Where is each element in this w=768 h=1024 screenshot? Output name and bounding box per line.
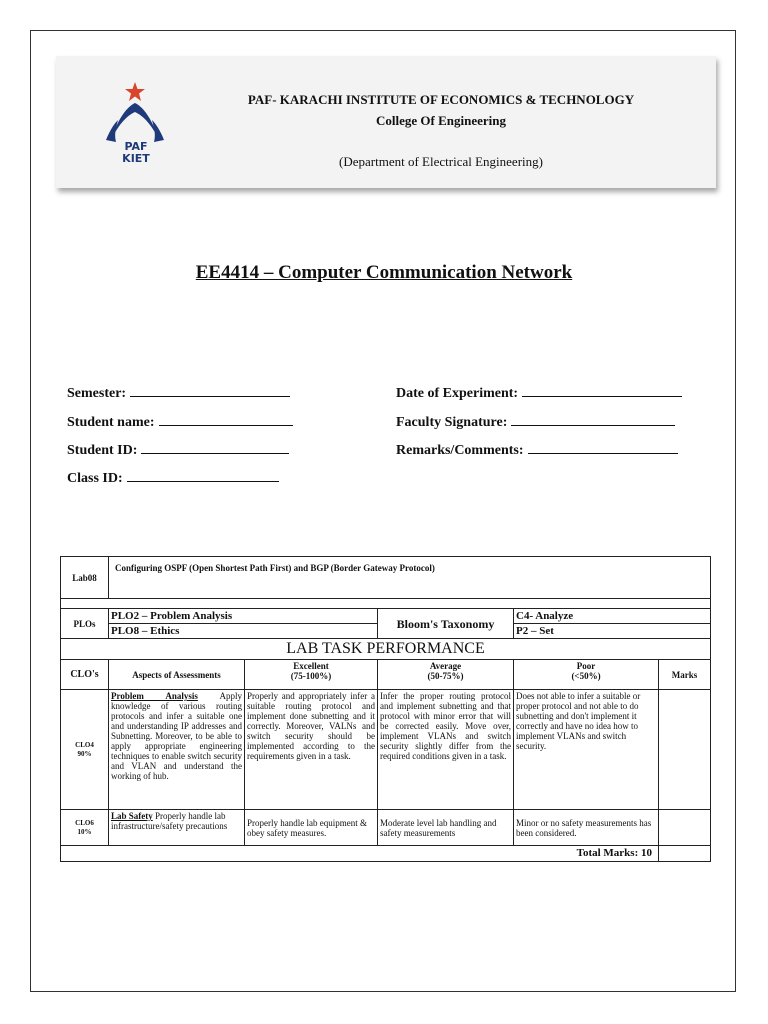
blooms-taxonomy-label: Bloom's Taxonomy <box>378 609 514 639</box>
total-marks: Total Marks: 10 <box>61 846 659 862</box>
col-aspects: Aspects of Assessments <box>109 660 245 690</box>
remarks-label: Remarks/Comments: <box>396 443 524 458</box>
department-name: (Department of Electrical Engineering) <box>339 154 543 169</box>
plo-row-1 <box>61 609 711 624</box>
student-name-label: Student name: <box>67 415 155 430</box>
class-id-line <box>127 480 279 482</box>
col-average <box>378 660 514 690</box>
lab-title: Configuring OSPF (Open Shortest Path First) and BGP (Border Gateway Protocol) <box>109 557 711 599</box>
clo-weight: 90% <box>77 749 92 758</box>
student-id-line <box>141 452 289 454</box>
average-cell: Moderate level lab handling and safety measurements <box>378 810 514 846</box>
student-id-field[interactable] <box>67 443 289 459</box>
aspect-cell <box>109 810 245 846</box>
class-id-field[interactable] <box>67 471 279 487</box>
col-poor <box>514 660 659 690</box>
col-marks: Marks <box>659 660 711 690</box>
col-excellent <box>245 660 378 690</box>
clo-id: CLO6 <box>75 818 94 827</box>
average-cell: Infer the proper routing protocol and implement subnetting and that protocol with minor error that will be corrected easily. Move over, implement VLANs and switch security slightly differ from the required conditions given in a task. <box>378 690 514 810</box>
rubric-table <box>60 556 711 862</box>
column-header-row <box>61 660 711 690</box>
performance-title-row <box>61 639 711 660</box>
semester-line <box>130 395 290 397</box>
course-title: EE4414 – Computer Communication Network <box>195 262 573 283</box>
spacer-cell <box>61 599 711 609</box>
clo-id: CLO4 <box>75 740 94 749</box>
average-label: Average <box>429 661 462 671</box>
date-of-experiment-line <box>522 395 682 397</box>
aspect-cell <box>109 690 245 810</box>
remarks-line <box>528 452 678 454</box>
faculty-signature-line <box>511 424 675 426</box>
student-id-label: Student ID: <box>67 443 138 458</box>
lab-id: Lab08 <box>61 557 109 599</box>
aspect-text: Apply knowledge of various routing protocols and infer a suitable one and understanding IP addresses and Subnetting. Moreover, to be able to apply appropriate engineering techniques to enable switch security and VLAN and understand the working of hub. <box>111 691 242 781</box>
clo-weight: 10% <box>77 827 92 836</box>
semester-field[interactable] <box>67 386 290 402</box>
college-name: College Of Engineering <box>376 113 506 128</box>
total-row <box>61 846 711 862</box>
clo-cell <box>61 810 109 846</box>
total-marks-value-cell[interactable] <box>659 846 711 862</box>
clo-cell <box>61 690 109 810</box>
excellent-cell: Properly handle lab equipment & obey safety measures. <box>245 810 378 846</box>
excellent-label: Excellent <box>293 661 329 671</box>
student-name-line <box>159 424 293 426</box>
poor-cell: Does not able to infer a suitable or proper protocol and not able to do subnetting and don't implement it correctly and have no idea how to implement VLANs and switch security. <box>514 690 659 810</box>
faculty-signature-label: Faculty Signature: <box>396 415 508 430</box>
plo-item-2: PLO8 – Ethics <box>109 624 378 639</box>
svg-text:PAF: PAF <box>124 140 148 153</box>
semester-label: Semester: <box>67 386 127 401</box>
col-clo: CLO's <box>61 660 109 690</box>
date-of-experiment-label: Date of Experiment: <box>396 386 519 401</box>
remarks-field[interactable] <box>396 443 678 459</box>
date-of-experiment-field[interactable] <box>396 386 682 402</box>
marks-cell[interactable] <box>659 810 711 846</box>
student-name-field[interactable] <box>67 415 293 431</box>
lab-title-row <box>61 557 711 599</box>
poor-label: Poor <box>576 661 596 671</box>
excellent-range: (75-100%) <box>290 671 332 681</box>
svg-text:KIET: KIET <box>122 152 150 165</box>
excellent-cell: Properly and appropriately infer a suitable routing protocol and implement done subnetting and it correctly. Moreover, VALNs and switch security should be implemented according to the requirements given in a task. <box>245 690 378 810</box>
table-row <box>61 810 711 846</box>
plo-item-1: PLO2 – Problem Analysis <box>109 609 378 624</box>
table-row <box>61 690 711 810</box>
poor-cell: Minor or no safety measurements has been considered. <box>514 810 659 846</box>
aspect-heading: Problem Analysis <box>111 691 198 701</box>
header-box <box>56 56 716 188</box>
aspect-text: Properly handle lab infrastructure/safety precautions <box>111 811 228 831</box>
class-id-label: Class ID: <box>67 471 123 486</box>
plos-label: PLOs <box>61 609 109 639</box>
poor-range: (<50%) <box>571 671 601 681</box>
performance-title: LAB TASK PERFORMANCE <box>61 639 711 660</box>
average-range: (50-75%) <box>427 671 464 681</box>
blooms-item-2: P2 – Set <box>514 624 711 639</box>
faculty-signature-field[interactable] <box>396 415 675 431</box>
marks-cell[interactable] <box>659 690 711 810</box>
spacer-row <box>61 599 711 609</box>
institute-name: PAF- KARACHI INSTITUTE OF ECONOMICS & TECHNOLOGY <box>247 92 635 107</box>
aspect-heading: Lab Safety <box>111 811 153 821</box>
blooms-item-1: C4- Analyze <box>514 609 711 624</box>
